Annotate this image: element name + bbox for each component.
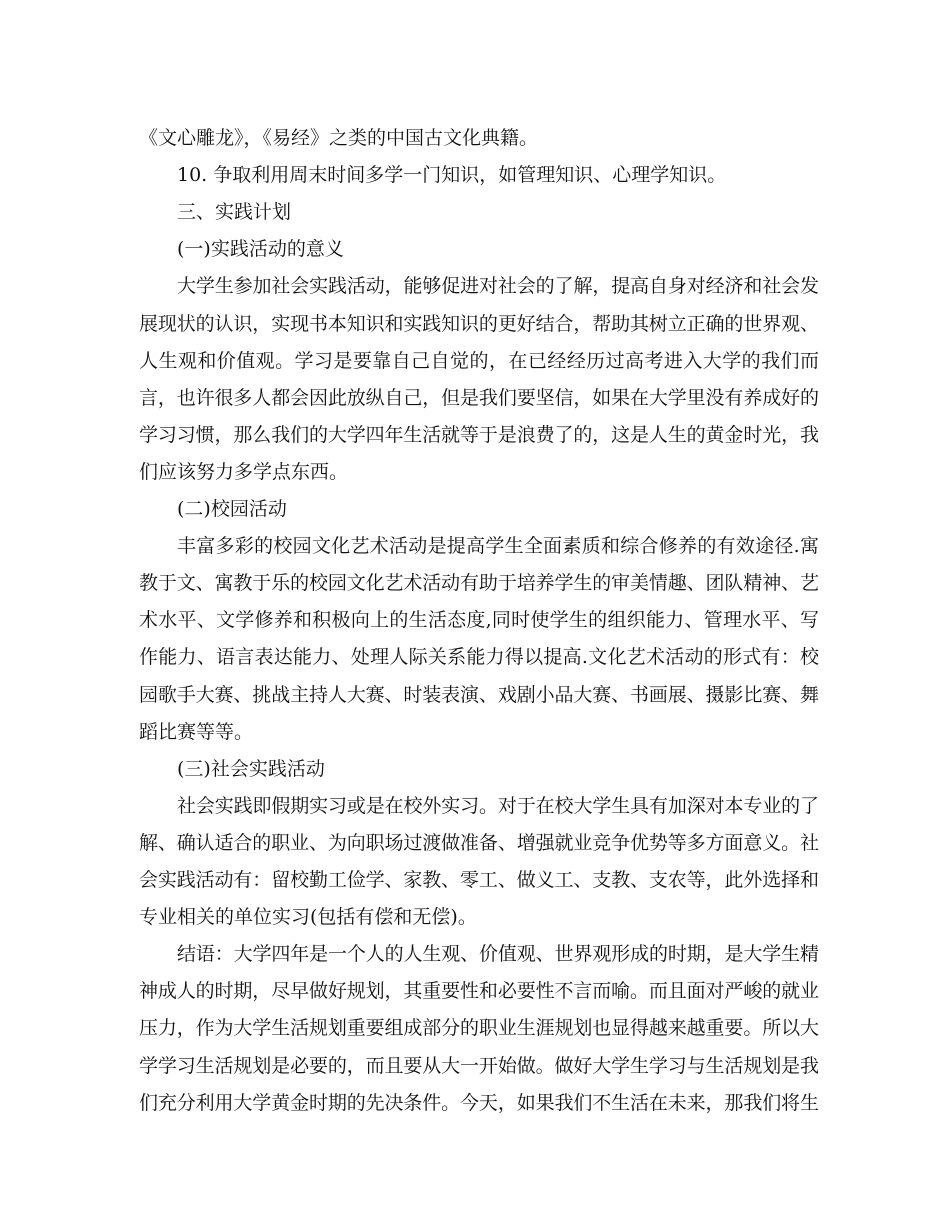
text-line: 学习习惯，那么我们的大学四年生活就等于是浪费了的，这是人生的黄金时光，我 <box>139 424 819 446</box>
text-line: 大学生参加社会实践活动，能够促进对社会的了解，提高自身对经济和社会发 <box>177 275 819 297</box>
text-line: 压力，作为大学生活规划重要组成部分的职业生涯规划也显得越来越重要。所以大 <box>139 1017 819 1039</box>
text-line: 人生观和价值观。学习是要靠自己自觉的，在已经经历过高考进入大学的我们而 <box>139 350 820 372</box>
subsection-heading: (三)社会实践活动 <box>177 758 325 780</box>
text-line: 们应该努力多学点东西。 <box>139 461 349 483</box>
text-line: 《文心雕龙》，《易经》之类的中国古文化典籍。 <box>139 127 539 149</box>
subsection-heading: (一)实践活动的意义 <box>177 238 344 260</box>
text-line: 神成人的时期，尽早做好规划，其重要性和必要性不言而喻。而且面对严峻的就业 <box>139 980 819 1002</box>
text-line: 作能力、语言表达能力、处理人际关系能力得以提高.文化艺术活动的形式有：校 <box>139 646 820 668</box>
text-line: 术水平、文学修养和积极向上的生活态度,同时使学生的组织能力、管理水平、写 <box>139 609 820 631</box>
section-heading: 三、实践计划 <box>177 201 292 223</box>
text-line: 丰富多彩的校园文化艺术活动是提高学生全面素质和综合修养的有效途径.寓 <box>177 535 820 557</box>
text-line: 们充分利用大学黄金时期的先决条件。今天，如果我们不生活在未来，那我们将生 <box>139 1092 819 1114</box>
text-line: 展现状的认识，实现书本知识和实践知识的更好结合，帮助其树立正确的世界观、 <box>139 313 819 335</box>
text-line: 结语：大学四年是一个人的人生观、价值观、世界观形成的时期，是大学生精 <box>177 943 819 965</box>
subsection-heading: (二)校园活动 <box>177 498 287 520</box>
text-line: 10. 争取利用周末时间多学一门知识，如管理知识、心理学知识。 <box>177 164 727 186</box>
text-line: 园歌手大赛、挑战主持人大赛、时装表演、戏剧小品大赛、书画展、摄影比赛、舞 <box>139 684 819 706</box>
text-line: 会实践活动有：留校勤工俭学、家教、零工、做义工、支教、支农等，此外选择和 <box>139 869 819 891</box>
text-line: 专业相关的单位实习(包括有偿和无偿)。 <box>139 906 477 928</box>
text-line: 社会实践即假期实习或是在校外实习。对于在校大学生具有加深对本专业的了 <box>177 795 819 817</box>
text-line: 解、确认适合的职业、为向职场过渡做准备、增强就业竞争优势等多方面意义。社 <box>139 832 819 854</box>
text-line: 言，也许很多人都会因此放纵自己，但是我们要坚信，如果在大学里没有养成好的 <box>139 387 819 409</box>
text-line: 蹈比赛等等。 <box>139 721 254 743</box>
text-line: 教于文、寓教于乐的校园文化艺术活动有助于培养学生的审美情趣、团队精神、艺 <box>139 572 819 594</box>
text-line: 学学习生活规划是必要的，而且要从大一开始做。做好大学生学习与生活规划是我 <box>139 1055 819 1077</box>
